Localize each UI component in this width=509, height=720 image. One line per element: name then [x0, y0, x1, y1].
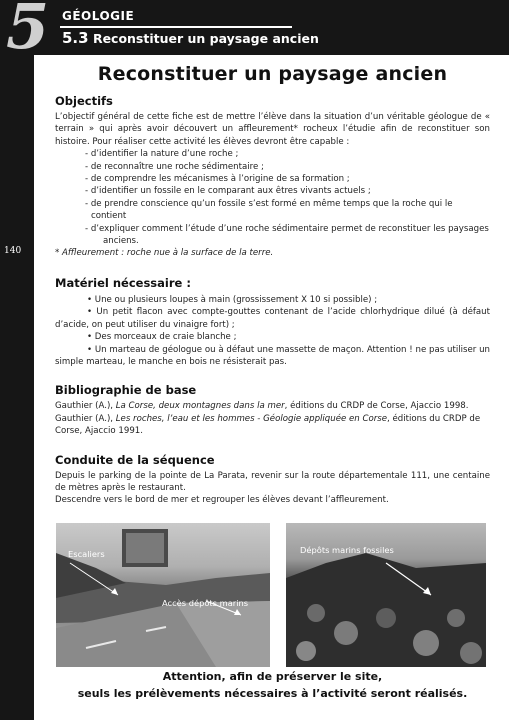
biblio-item — [55, 400, 490, 412]
list-item: - d’identifier un fossile en le comparant aux êtres vivants actuels ; — [85, 186, 371, 197]
subsection-number: 5.3 — [62, 29, 89, 47]
objectifs-heading: Objectifs — [55, 94, 113, 108]
list-item-text: • Une ou plusieurs loupes à main (grossissement X 10 si possible) ; — [87, 294, 378, 305]
left-margin-band — [0, 0, 34, 720]
warning-line-1: Attention, afin de préserver le site, — [162, 670, 383, 683]
list-item: - de prendre conscience qu’un fossile s’est formé en même temps que la roche qui le contient — [85, 198, 453, 222]
chapter-number: 5 — [6, 0, 50, 63]
label-fossil-deposits: Dépôts marins fossiles — [300, 545, 394, 555]
objectifs-list — [85, 148, 490, 247]
list-item-text: • Des morceaux de craie blanche ; — [87, 332, 237, 343]
subsection-title: Reconstituer un paysage ancien — [92, 31, 319, 46]
list-item-text: • Un marteau de géologue ou à défaut une massette de maçon. Attention ! ne pas utiliser un simple marteau, le manche en bois ne résisterait pas. — [55, 344, 490, 367]
list-item — [55, 331, 490, 343]
outcrop-photo — [286, 523, 486, 667]
list-item: - de reconnaître une roche sédimentaire ; — [85, 161, 264, 172]
conduite-paragraph: Depuis le parking de la pointe de La Parata, revenir sur la route départementale 111, une centaine de mètres après le restaurant. — [55, 470, 490, 493]
biblio-publisher: , éditions du CRDP de Corse, Ajaccio 1991. — [55, 413, 481, 437]
conduite-heading: Conduite de la séquence — [55, 452, 215, 467]
list-item — [55, 294, 490, 306]
materiel-heading: Matériel nécessaire : — [55, 275, 191, 290]
biblio-author: Gauthier (A.), — [55, 413, 116, 424]
biblio-author: Gauthier (A.), — [55, 401, 116, 412]
list-item: - d’identifier la nature d’une roche ; — [85, 149, 239, 160]
biblio-item — [55, 413, 490, 438]
road-photo — [56, 523, 270, 667]
subsection-heading — [62, 29, 319, 47]
objectifs-paragraph: L’objectif général de cette fiche est de mettre l’élève dans la situation d’un véritable géologue de « terrain » qui après avoir découvert un affleurement* rocheux l’étudie afin de reconstituer son histoire. Pour réaliser cette activité les élèves devront être capable : — [55, 112, 490, 147]
page-number: 140 — [4, 246, 22, 256]
list-item — [55, 344, 490, 369]
warning-line-2: seuls les prélèvements nécessaires à l’activité seront réalisés. — [77, 687, 468, 700]
list-item — [55, 306, 490, 331]
road-photo-drawing — [56, 523, 270, 667]
header-rule — [60, 26, 292, 28]
label-access: Accès dépôts marins — [162, 598, 249, 608]
conduite-paragraph: Descendre vers le bord de mer et regrouper les élèves devant l’affleurement. — [55, 495, 389, 506]
biblio-title: Les roches, l’eau et les hommes - Géologie appliquée en Corse — [115, 413, 388, 424]
footnote: * Affleurement : roche nue à la surface de la terre. — [55, 248, 274, 259]
materiel-list — [55, 294, 490, 368]
biblio-publisher: , éditions du CRDP de Corse, Ajaccio 1998. — [284, 401, 469, 412]
bibliographie-heading: Bibliographie de base — [55, 383, 197, 398]
page-title: Reconstituer un paysage ancien — [97, 63, 448, 85]
section-label: GÉOLOGIE — [62, 9, 135, 23]
photo-row — [56, 523, 486, 667]
list-item-continuation: anciens. — [103, 236, 139, 247]
list-item-text: • Un petit flacon avec compte-gouttes contenant de l’acide chlorhydrique dilué (à défaut d’acide, on peut utiliser du vinaigre fort) ; — [55, 307, 490, 330]
list-item: - de comprendre les mécanismes à l’origine de sa formation ; — [85, 174, 350, 185]
list-item — [85, 223, 490, 248]
warning-notice — [55, 668, 490, 702]
label-stairs: Escaliers — [68, 549, 105, 559]
main-content — [55, 55, 490, 507]
biblio-title: La Corse, deux montagnes dans la mer — [115, 401, 285, 412]
list-item-text: - d’expliquer comment l’étude d’une roche sédimentaire permet de reconstituer les paysages — [85, 223, 489, 234]
